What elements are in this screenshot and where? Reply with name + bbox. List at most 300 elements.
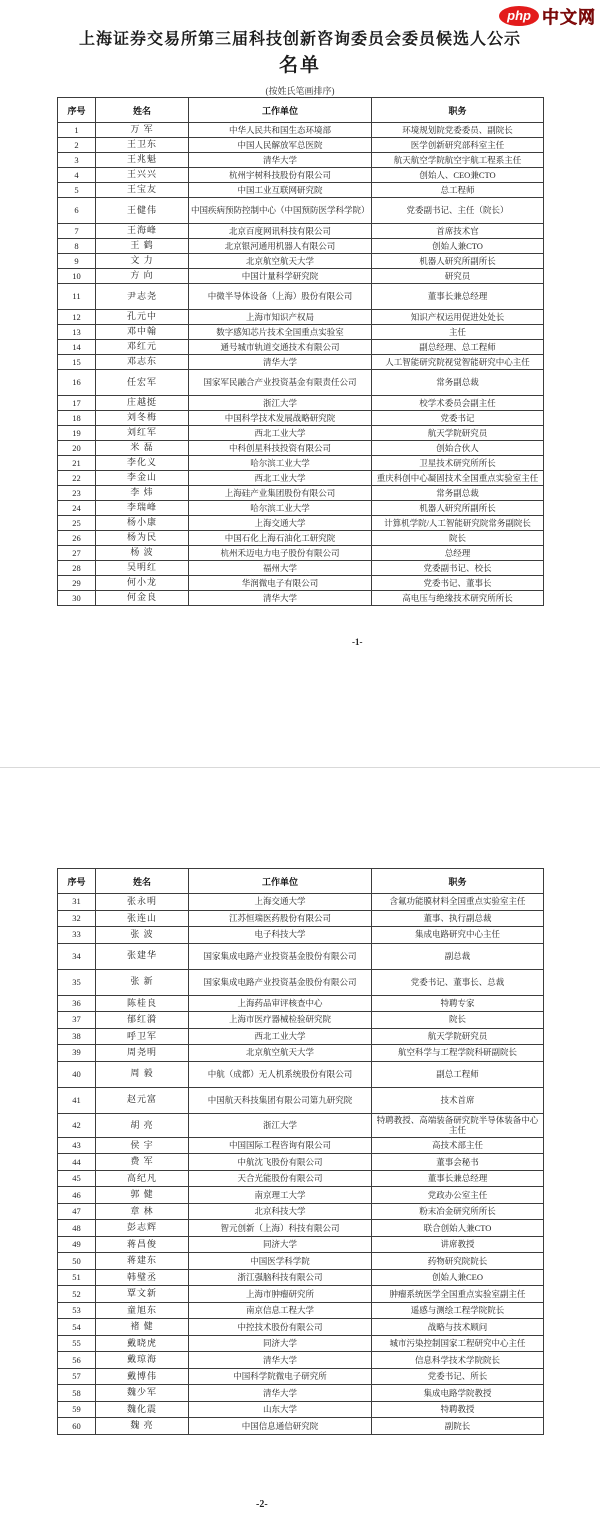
row-name: 王宝友	[96, 183, 189, 198]
row-title: 特聘教授、高端装备研究院半导体装备中心主任	[372, 1113, 544, 1137]
table-row	[58, 1113, 544, 1137]
row-name: 周 毅	[96, 1061, 189, 1087]
row-title: 航天学院研究员	[372, 426, 544, 441]
row-title: 院长	[372, 1012, 544, 1029]
row-title: 医学创新研究部科室主任	[372, 138, 544, 153]
row-name: 彭志辉	[96, 1220, 189, 1237]
row-org: 中科创星科技投资有限公司	[189, 441, 372, 456]
row-name: 童旭东	[96, 1302, 189, 1319]
row-title: 卫星技术研究所所长	[372, 456, 544, 471]
php-badge-icon: php	[499, 6, 539, 26]
table-row	[58, 396, 544, 411]
row-name: 戴琼海	[96, 1352, 189, 1369]
row-no: 24	[58, 501, 96, 516]
row-org: 中国计量科学研究院	[189, 269, 372, 284]
table-row	[58, 411, 544, 426]
row-no: 36	[58, 995, 96, 1012]
row-org: 清华大学	[189, 1385, 372, 1402]
row-no: 48	[58, 1220, 96, 1237]
row-no: 30	[58, 591, 96, 606]
row-org: 天合光能股份有限公司	[189, 1170, 372, 1187]
row-title: 特聘教授	[372, 1401, 544, 1418]
row-name: 李金山	[96, 471, 189, 486]
row-name: 张建华	[96, 943, 189, 969]
table-row	[58, 1253, 544, 1270]
table-row	[58, 546, 544, 561]
row-org: 上海交通大学	[189, 894, 372, 911]
page-number-1: -1-	[352, 637, 363, 647]
row-no: 11	[58, 284, 96, 310]
row-name: 吴明红	[96, 561, 189, 576]
row-no: 38	[58, 1028, 96, 1045]
table-row	[58, 1170, 544, 1187]
row-org: 中国人民解放军总医院	[189, 138, 372, 153]
row-title: 创始合伙人	[372, 441, 544, 456]
row-org: 中控技术股份有限公司	[189, 1319, 372, 1336]
row-title: 机器人研究所副所长	[372, 501, 544, 516]
row-name: 蒋建东	[96, 1253, 189, 1270]
row-name: 戴晓虎	[96, 1335, 189, 1352]
row-no: 29	[58, 576, 96, 591]
table-row	[58, 153, 544, 168]
row-org: 北京科技大学	[189, 1203, 372, 1220]
row-no: 7	[58, 224, 96, 239]
table-row	[58, 198, 544, 224]
table-row	[58, 1045, 544, 1062]
row-org: 中国工业互联网研究院	[189, 183, 372, 198]
table-row	[58, 943, 544, 969]
table-row	[58, 1302, 544, 1319]
row-org: 福州大学	[189, 561, 372, 576]
row-title: 特聘专家	[372, 995, 544, 1012]
row-no: 55	[58, 1335, 96, 1352]
row-title: 常务副总裁	[372, 370, 544, 396]
table-row	[58, 561, 544, 576]
table-row	[58, 1187, 544, 1204]
row-no: 51	[58, 1269, 96, 1286]
row-name: 何金良	[96, 591, 189, 606]
row-title: 战略与技术顾问	[372, 1319, 544, 1336]
page-separator	[0, 767, 600, 768]
row-title: 肿瘤系统医学全国重点实验室副主任	[372, 1286, 544, 1303]
row-title: 院长	[372, 531, 544, 546]
row-name: 任宏军	[96, 370, 189, 396]
row-title: 副总工程师	[372, 1061, 544, 1087]
row-org: 数字感知芯片技术全国重点实验室	[189, 325, 372, 340]
table-row	[58, 370, 544, 396]
table-header-row	[58, 98, 544, 123]
table-row	[58, 1401, 544, 1418]
table-row	[58, 284, 544, 310]
row-title: 创始人兼CEO	[372, 1269, 544, 1286]
row-title: 党委书记、董事长	[372, 576, 544, 591]
row-name: 王兴兴	[96, 168, 189, 183]
row-name: 邓红元	[96, 340, 189, 355]
row-org: 清华大学	[189, 591, 372, 606]
row-title: 重庆科创中心凝固技术全国重点实验室主任	[372, 471, 544, 486]
row-no: 50	[58, 1253, 96, 1270]
row-title: 研究员	[372, 269, 544, 284]
row-name: 王卫东	[96, 138, 189, 153]
candidates-table-page-1	[57, 97, 544, 606]
row-org: 同济大学	[189, 1236, 372, 1253]
row-org: 北京航空航天大学	[189, 1045, 372, 1062]
row-org: 上海市医疗器械检验研究院	[189, 1012, 372, 1029]
row-name: 褚 健	[96, 1319, 189, 1336]
table-row	[58, 254, 544, 269]
table-row	[58, 1269, 544, 1286]
candidates-table-page-2	[57, 868, 544, 1435]
row-name: 张 新	[96, 969, 189, 995]
row-org: 中国石化上海石油化工研究院	[189, 531, 372, 546]
row-title: 总经理	[372, 546, 544, 561]
table-row	[58, 501, 544, 516]
row-no: 6	[58, 198, 96, 224]
row-title: 集成电路研究中心主任	[372, 927, 544, 944]
table-row	[58, 927, 544, 944]
row-name: 覃文新	[96, 1286, 189, 1303]
row-no: 60	[58, 1418, 96, 1435]
row-org: 杭州禾迈电力电子股份有限公司	[189, 546, 372, 561]
row-org: 西北工业大学	[189, 471, 372, 486]
table-row	[58, 224, 544, 239]
row-title: 计算机学院/人工智能研究院常务副院长	[372, 516, 544, 531]
row-no: 52	[58, 1286, 96, 1303]
row-name: 陈桂良	[96, 995, 189, 1012]
table-row	[58, 1385, 544, 1402]
row-no: 59	[58, 1401, 96, 1418]
row-no: 5	[58, 183, 96, 198]
table-row	[58, 1028, 544, 1045]
row-no: 25	[58, 516, 96, 531]
row-name: 张 波	[96, 927, 189, 944]
row-title: 董事长兼总经理	[372, 1170, 544, 1187]
row-name: 孔元中	[96, 310, 189, 325]
sort-note: (按姓氏笔画排序)	[265, 86, 335, 96]
row-org: 清华大学	[189, 153, 372, 168]
row-no: 31	[58, 894, 96, 911]
table-row	[58, 340, 544, 355]
row-title: 党委副书记、校长	[372, 561, 544, 576]
row-no: 56	[58, 1352, 96, 1369]
row-title: 创始人兼CTO	[372, 239, 544, 254]
row-no: 43	[58, 1137, 96, 1154]
row-no: 46	[58, 1187, 96, 1204]
row-org: 上海市知识产权局	[189, 310, 372, 325]
row-title: 遥感与测绘工程学院院长	[372, 1302, 544, 1319]
row-no: 16	[58, 370, 96, 396]
row-title: 党政办公室主任	[372, 1187, 544, 1204]
row-title: 校学术委员会副主任	[372, 396, 544, 411]
table-row	[58, 969, 544, 995]
row-name: 万 军	[96, 123, 189, 138]
table-row	[58, 1061, 544, 1087]
row-name: 呼卫军	[96, 1028, 189, 1045]
row-org: 上海硅产业集团股份有限公司	[189, 486, 372, 501]
table-header-row	[58, 869, 544, 894]
row-name: 魏少军	[96, 1385, 189, 1402]
row-name: 米 磊	[96, 441, 189, 456]
table-row	[58, 123, 544, 138]
row-org: 江苏恒瑞医药股份有限公司	[189, 910, 372, 927]
php-cn-logo	[499, 3, 596, 28]
table-row	[58, 355, 544, 370]
row-name: 邓中翰	[96, 325, 189, 340]
row-title: 主任	[372, 325, 544, 340]
row-name: 高纪凡	[96, 1170, 189, 1187]
row-name: 王兆魁	[96, 153, 189, 168]
row-org: 哈尔滨工业大学	[189, 501, 372, 516]
row-org: 中航沈飞股份有限公司	[189, 1154, 372, 1171]
row-no: 15	[58, 355, 96, 370]
row-title: 人工智能研究院视觉智能研究中心主任	[372, 355, 544, 370]
row-no: 4	[58, 168, 96, 183]
row-org: 通号城市轨道交通技术有限公司	[189, 340, 372, 355]
row-no: 26	[58, 531, 96, 546]
row-name: 尹志尧	[96, 284, 189, 310]
table-row	[58, 138, 544, 153]
column-header: 姓名	[96, 98, 189, 123]
row-org: 浙江大学	[189, 396, 372, 411]
table-row	[58, 1012, 544, 1029]
row-org: 清华大学	[189, 355, 372, 370]
row-name: 费 军	[96, 1154, 189, 1171]
row-name: 胡 亮	[96, 1113, 189, 1137]
row-name: 张连山	[96, 910, 189, 927]
row-no: 10	[58, 269, 96, 284]
row-title: 机器人研究所副所长	[372, 254, 544, 269]
row-name: 李瑞峰	[96, 501, 189, 516]
row-org: 智元创新（上海）科技有限公司	[189, 1220, 372, 1237]
row-name: 李化义	[96, 456, 189, 471]
row-title: 高电压与绝缘技术研究所所长	[372, 591, 544, 606]
row-name: 方 向	[96, 269, 189, 284]
row-no: 49	[58, 1236, 96, 1253]
row-title: 含氟功能膜材料全国重点实验室主任	[372, 894, 544, 911]
table-row	[58, 910, 544, 927]
row-name: 魏化震	[96, 1401, 189, 1418]
row-org: 山东大学	[189, 1401, 372, 1418]
table-row	[58, 1203, 544, 1220]
row-no: 2	[58, 138, 96, 153]
table-row	[58, 310, 544, 325]
table-row	[58, 269, 544, 284]
row-name: 章 林	[96, 1203, 189, 1220]
row-org: 中国医学科学院	[189, 1253, 372, 1270]
row-org: 国家军民融合产业投资基金有限责任公司	[189, 370, 372, 396]
table-row	[58, 531, 544, 546]
row-name: 王健伟	[96, 198, 189, 224]
row-org: 北京航空航天大学	[189, 254, 372, 269]
table-row	[58, 1286, 544, 1303]
row-org: 中华人民共和国生态环境部	[189, 123, 372, 138]
table-row	[58, 456, 544, 471]
table-row	[58, 168, 544, 183]
row-org: 国家集成电路产业投资基金股份有限公司	[189, 969, 372, 995]
row-org: 中微半导体设备（上海）股份有限公司	[189, 284, 372, 310]
row-title: 党委书记、董事长、总裁	[372, 969, 544, 995]
row-no: 40	[58, 1061, 96, 1087]
row-name: 刘红军	[96, 426, 189, 441]
row-no: 22	[58, 471, 96, 486]
row-name: 郁红漪	[96, 1012, 189, 1029]
table-row	[58, 1418, 544, 1435]
row-name: 王海峰	[96, 224, 189, 239]
row-name: 王 鹤	[96, 239, 189, 254]
table-row	[58, 1137, 544, 1154]
row-title: 副总裁	[372, 943, 544, 969]
row-org: 中航（成都）无人机系统股份有限公司	[189, 1061, 372, 1087]
row-title: 集成电路学院教授	[372, 1385, 544, 1402]
table-row	[58, 1154, 544, 1171]
row-no: 8	[58, 239, 96, 254]
logo-text: 中文网	[542, 8, 596, 27]
row-org: 上海市肿瘤研究所	[189, 1286, 372, 1303]
row-no: 3	[58, 153, 96, 168]
row-name: 文 力	[96, 254, 189, 269]
row-name: 蒋昌俊	[96, 1236, 189, 1253]
table-row	[58, 894, 544, 911]
row-no: 20	[58, 441, 96, 456]
table-row	[58, 1087, 544, 1113]
row-org: 清华大学	[189, 1352, 372, 1369]
row-title: 首席技术官	[372, 224, 544, 239]
table-row	[58, 1319, 544, 1336]
row-no: 1	[58, 123, 96, 138]
row-no: 13	[58, 325, 96, 340]
column-header: 姓名	[96, 869, 189, 894]
row-title: 创始人、CEO兼CTO	[372, 168, 544, 183]
row-name: 魏 亮	[96, 1418, 189, 1435]
row-name: 庄越挺	[96, 396, 189, 411]
row-no: 23	[58, 486, 96, 501]
row-org: 中国科学院微电子研究所	[189, 1368, 372, 1385]
row-no: 12	[58, 310, 96, 325]
row-no: 9	[58, 254, 96, 269]
row-title: 董事会秘书	[372, 1154, 544, 1171]
row-title: 航天学院研究员	[372, 1028, 544, 1045]
page-title-line1: 上海证券交易所第三届科技创新咨询委员会委员候选人公示	[78, 31, 521, 48]
row-no: 37	[58, 1012, 96, 1029]
row-no: 33	[58, 927, 96, 944]
row-org: 中国疾病预防控制中心（中国预防医学科学院）	[189, 198, 372, 224]
row-title: 副院长	[372, 1418, 544, 1435]
table-row	[58, 471, 544, 486]
row-title: 董事、执行副总裁	[372, 910, 544, 927]
row-org: 杭州宇树科技股份有限公司	[189, 168, 372, 183]
table-row	[58, 1236, 544, 1253]
row-org: 同济大学	[189, 1335, 372, 1352]
row-no: 17	[58, 396, 96, 411]
table-row	[58, 441, 544, 456]
table-row	[58, 1352, 544, 1369]
row-title: 信息科学技术学院院长	[372, 1352, 544, 1369]
row-org: 北京银河通用机器人有限公司	[189, 239, 372, 254]
row-org: 上海药品审评核查中心	[189, 995, 372, 1012]
row-title: 环境规划院党委委员、副院长	[372, 123, 544, 138]
row-title: 党委副书记、主任（院长）	[372, 198, 544, 224]
table-row	[58, 516, 544, 531]
table-row	[58, 239, 544, 254]
table-row	[58, 426, 544, 441]
row-name: 杨 波	[96, 546, 189, 561]
column-header: 职务	[372, 98, 544, 123]
row-title: 讲席教授	[372, 1236, 544, 1253]
row-no: 44	[58, 1154, 96, 1171]
row-org: 上海交通大学	[189, 516, 372, 531]
row-org: 南京理工大学	[189, 1187, 372, 1204]
row-no: 32	[58, 910, 96, 927]
table-row	[58, 1368, 544, 1385]
row-org: 西北工业大学	[189, 1028, 372, 1045]
page-title-line2: 名单	[278, 55, 321, 76]
row-name: 杨小康	[96, 516, 189, 531]
row-no: 27	[58, 546, 96, 561]
row-name: 邓志东	[96, 355, 189, 370]
table-row	[58, 591, 544, 606]
row-title: 知识产权运用促进处处长	[372, 310, 544, 325]
row-no: 57	[58, 1368, 96, 1385]
row-no: 19	[58, 426, 96, 441]
table-row	[58, 183, 544, 198]
row-no: 39	[58, 1045, 96, 1062]
row-no: 41	[58, 1087, 96, 1113]
row-org: 中国信息通信研究院	[189, 1418, 372, 1435]
row-title: 总工程师	[372, 183, 544, 198]
row-title: 联合创始人兼CTO	[372, 1220, 544, 1237]
row-name: 何小龙	[96, 576, 189, 591]
row-name: 刘冬梅	[96, 411, 189, 426]
row-no: 42	[58, 1113, 96, 1137]
row-title: 航空科学与工程学院科研副院长	[372, 1045, 544, 1062]
row-name: 李 炜	[96, 486, 189, 501]
row-org: 北京百度网讯科技有限公司	[189, 224, 372, 239]
row-org: 华润微电子有限公司	[189, 576, 372, 591]
column-header: 序号	[58, 869, 96, 894]
row-name: 郭 健	[96, 1187, 189, 1204]
row-title: 技术首席	[372, 1087, 544, 1113]
row-no: 45	[58, 1170, 96, 1187]
row-title: 常务副总裁	[372, 486, 544, 501]
row-title: 粉末冶金研究所所长	[372, 1203, 544, 1220]
table-row	[58, 325, 544, 340]
row-org: 中国科学技术发展战略研究院	[189, 411, 372, 426]
row-title: 药物研究院院长	[372, 1253, 544, 1270]
row-org: 国家集成电路产业投资基金股份有限公司	[189, 943, 372, 969]
row-title: 高技术部主任	[372, 1137, 544, 1154]
row-no: 14	[58, 340, 96, 355]
row-org: 电子科技大学	[189, 927, 372, 944]
table-row	[58, 1220, 544, 1237]
row-org: 南京信息工程大学	[189, 1302, 372, 1319]
row-title: 副总经理、总工程师	[372, 340, 544, 355]
row-name: 张永明	[96, 894, 189, 911]
page-number-2: -2-	[256, 1499, 268, 1510]
row-name: 韩璧丞	[96, 1269, 189, 1286]
row-name: 杨为民	[96, 531, 189, 546]
row-no: 47	[58, 1203, 96, 1220]
table-row	[58, 995, 544, 1012]
row-name: 戴博伟	[96, 1368, 189, 1385]
row-no: 28	[58, 561, 96, 576]
row-no: 58	[58, 1385, 96, 1402]
row-no: 34	[58, 943, 96, 969]
row-org: 西北工业大学	[189, 426, 372, 441]
row-title: 城市污染控制国家工程研究中心主任	[372, 1335, 544, 1352]
row-title: 航天航空学院航空宇航工程系主任	[372, 153, 544, 168]
row-title: 党委书记、所长	[372, 1368, 544, 1385]
row-no: 21	[58, 456, 96, 471]
